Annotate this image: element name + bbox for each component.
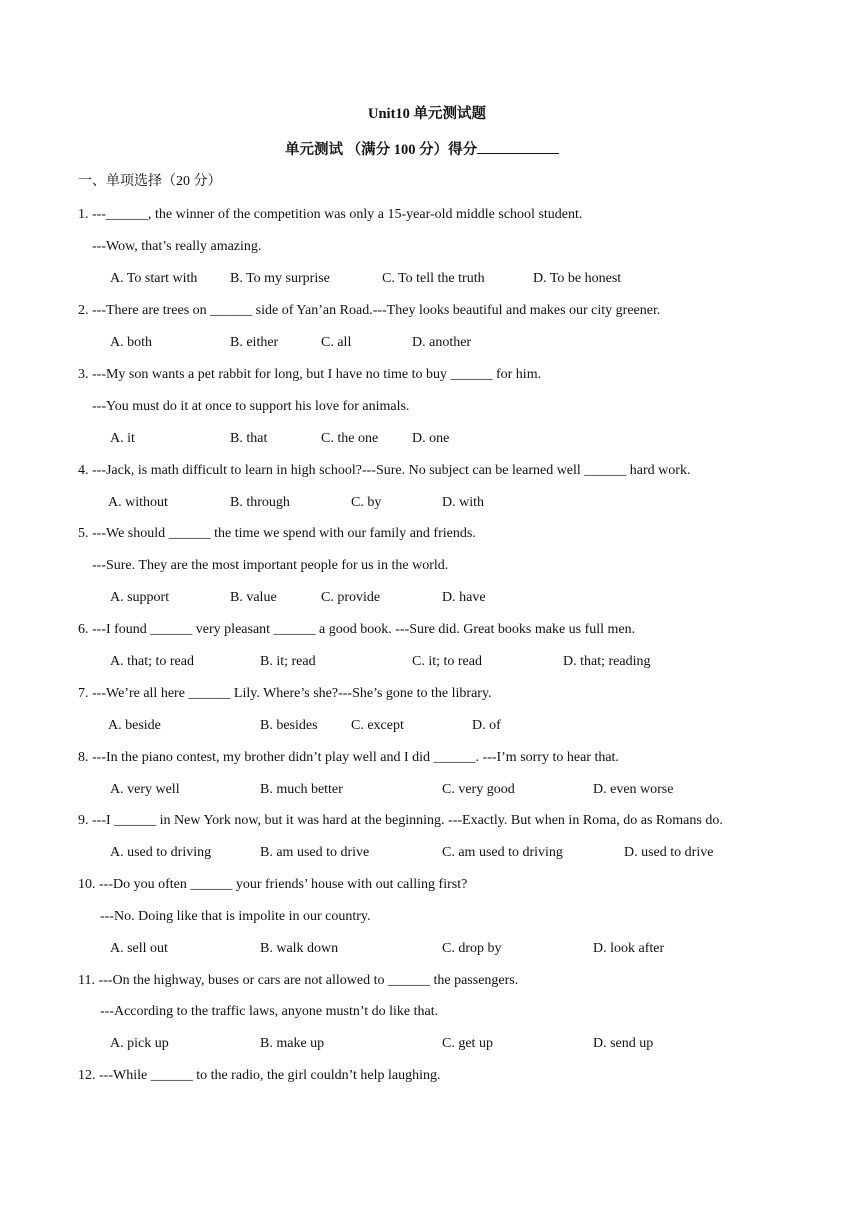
q10-option-c: C. drop by bbox=[442, 941, 502, 956]
q9-option-c: C. am used to driving bbox=[442, 845, 563, 860]
q11-option-c: C. get up bbox=[442, 1036, 493, 1051]
q4-option-a: A. without bbox=[108, 495, 168, 510]
q10-option-a: A. sell out bbox=[110, 941, 168, 956]
question-10-reply: ---No. Doing like that is impolite in our country. bbox=[100, 909, 371, 924]
q4-option-c: C. by bbox=[351, 495, 382, 510]
q3-option-c: C. the one bbox=[321, 431, 379, 446]
page-title: Unit10 单元测试题 bbox=[368, 106, 487, 122]
q3-option-b: B. that bbox=[230, 431, 268, 446]
q3-option-a: A. it bbox=[110, 431, 135, 446]
q7-option-b: B. besides bbox=[260, 718, 318, 733]
q4-option-b: B. through bbox=[230, 495, 290, 510]
q11-option-d: D. send up bbox=[593, 1036, 654, 1051]
question-2: 2. ---There are trees on ______ side of Yan’an Road.---They looks beautiful and makes our city greener. bbox=[78, 303, 661, 318]
question-10: 10. ---Do you often ______ your friends’ house with out calling first? bbox=[78, 877, 468, 892]
q7-option-c: C. except bbox=[351, 718, 404, 733]
question-11-reply: ---According to the traffic laws, anyone mustn’t do like that. bbox=[100, 1004, 439, 1019]
q6-option-b: B. it; read bbox=[260, 654, 316, 669]
question-11: 11. ---On the highway, buses or cars are not allowed to ______ the passengers. bbox=[78, 973, 519, 988]
q2-option-d: D. another bbox=[412, 335, 472, 350]
q9-option-b: B. am used to drive bbox=[260, 845, 370, 860]
q7-option-a: A. beside bbox=[108, 718, 161, 733]
question-3-reply: ---You must do it at once to support his love for animals. bbox=[92, 399, 410, 414]
question-1: 1. ---______, the winner of the competition was only a 15-year-old middle school student. bbox=[78, 207, 583, 222]
q8-option-d: D. even worse bbox=[593, 782, 674, 797]
q7-option-d: D. of bbox=[472, 718, 501, 733]
question-8: 8. ---In the piano contest, my brother didn’t play well and I did ______. ---I’m sorry to hear that. bbox=[78, 750, 619, 765]
q6-option-a: A. that; to read bbox=[110, 654, 194, 669]
q11-option-a: A. pick up bbox=[110, 1036, 169, 1051]
q5-option-b: B. value bbox=[230, 590, 277, 605]
question-12: 12. ---While ______ to the radio, the girl couldn’t help laughing. bbox=[78, 1068, 441, 1083]
q2-option-a: A. both bbox=[110, 335, 152, 350]
q4-option-d: D. with bbox=[442, 495, 484, 510]
subtitle-text: 单元测试 （满分 100 分）得分 bbox=[285, 142, 478, 158]
question-1-reply: ---Wow, that’s really amazing. bbox=[92, 239, 262, 254]
q10-option-b: B. walk down bbox=[260, 941, 339, 956]
question-4: 4. ---Jack, is math difficult to learn in high school?---Sure. No subject can be learned well ______ hard work. bbox=[78, 463, 691, 478]
q11-option-b: B. make up bbox=[260, 1036, 325, 1051]
q9-option-a: A. used to driving bbox=[110, 845, 212, 860]
question-6: 6. ---I found ______ very pleasant ______ a good book. ---Sure did. Great books make us full men. bbox=[78, 622, 636, 637]
q5-option-d: D. have bbox=[442, 590, 486, 605]
q9-option-d: D. used to drive bbox=[624, 845, 714, 860]
question-5: 5. ---We should ______ the time we spend with our family and friends. bbox=[78, 526, 476, 541]
q1-option-a: A. To start with bbox=[110, 271, 198, 286]
q1-option-b: B. To my surprise bbox=[230, 271, 330, 286]
q10-option-d: D. look after bbox=[593, 941, 665, 956]
q5-option-c: C. provide bbox=[321, 590, 381, 605]
q8-option-c: C. very good bbox=[442, 782, 515, 797]
q6-option-d: D. that; reading bbox=[563, 654, 651, 669]
q5-option-a: A. support bbox=[110, 590, 170, 605]
question-3: 3. ---My son wants a pet rabbit for long, but I have no time to buy ______ for him. bbox=[78, 367, 542, 382]
page-subtitle bbox=[285, 139, 559, 159]
q1-option-c: C. To tell the truth bbox=[382, 271, 485, 286]
q8-option-b: B. much better bbox=[260, 782, 343, 797]
question-5-reply: ---Sure. They are the most important people for us in the world. bbox=[92, 558, 449, 573]
q2-option-c: C. all bbox=[321, 335, 352, 350]
question-9: 9. ---I ______ in New York now, but it was hard at the beginning. ---Exactly. But when in Roma, do as Romans do. bbox=[78, 813, 723, 828]
score-blank bbox=[477, 139, 559, 154]
q1-option-d: D. To be honest bbox=[533, 271, 622, 286]
q3-option-d: D. one bbox=[412, 431, 450, 446]
q8-option-a: A. very well bbox=[110, 782, 180, 797]
section-heading: 一、单项选择（20 分） bbox=[78, 174, 222, 189]
q6-option-c: C. it; to read bbox=[412, 654, 482, 669]
q2-option-b: B. either bbox=[230, 335, 279, 350]
question-7: 7. ---We’re all here ______ Lily. Where’s she?---She’s gone to the library. bbox=[78, 686, 492, 701]
